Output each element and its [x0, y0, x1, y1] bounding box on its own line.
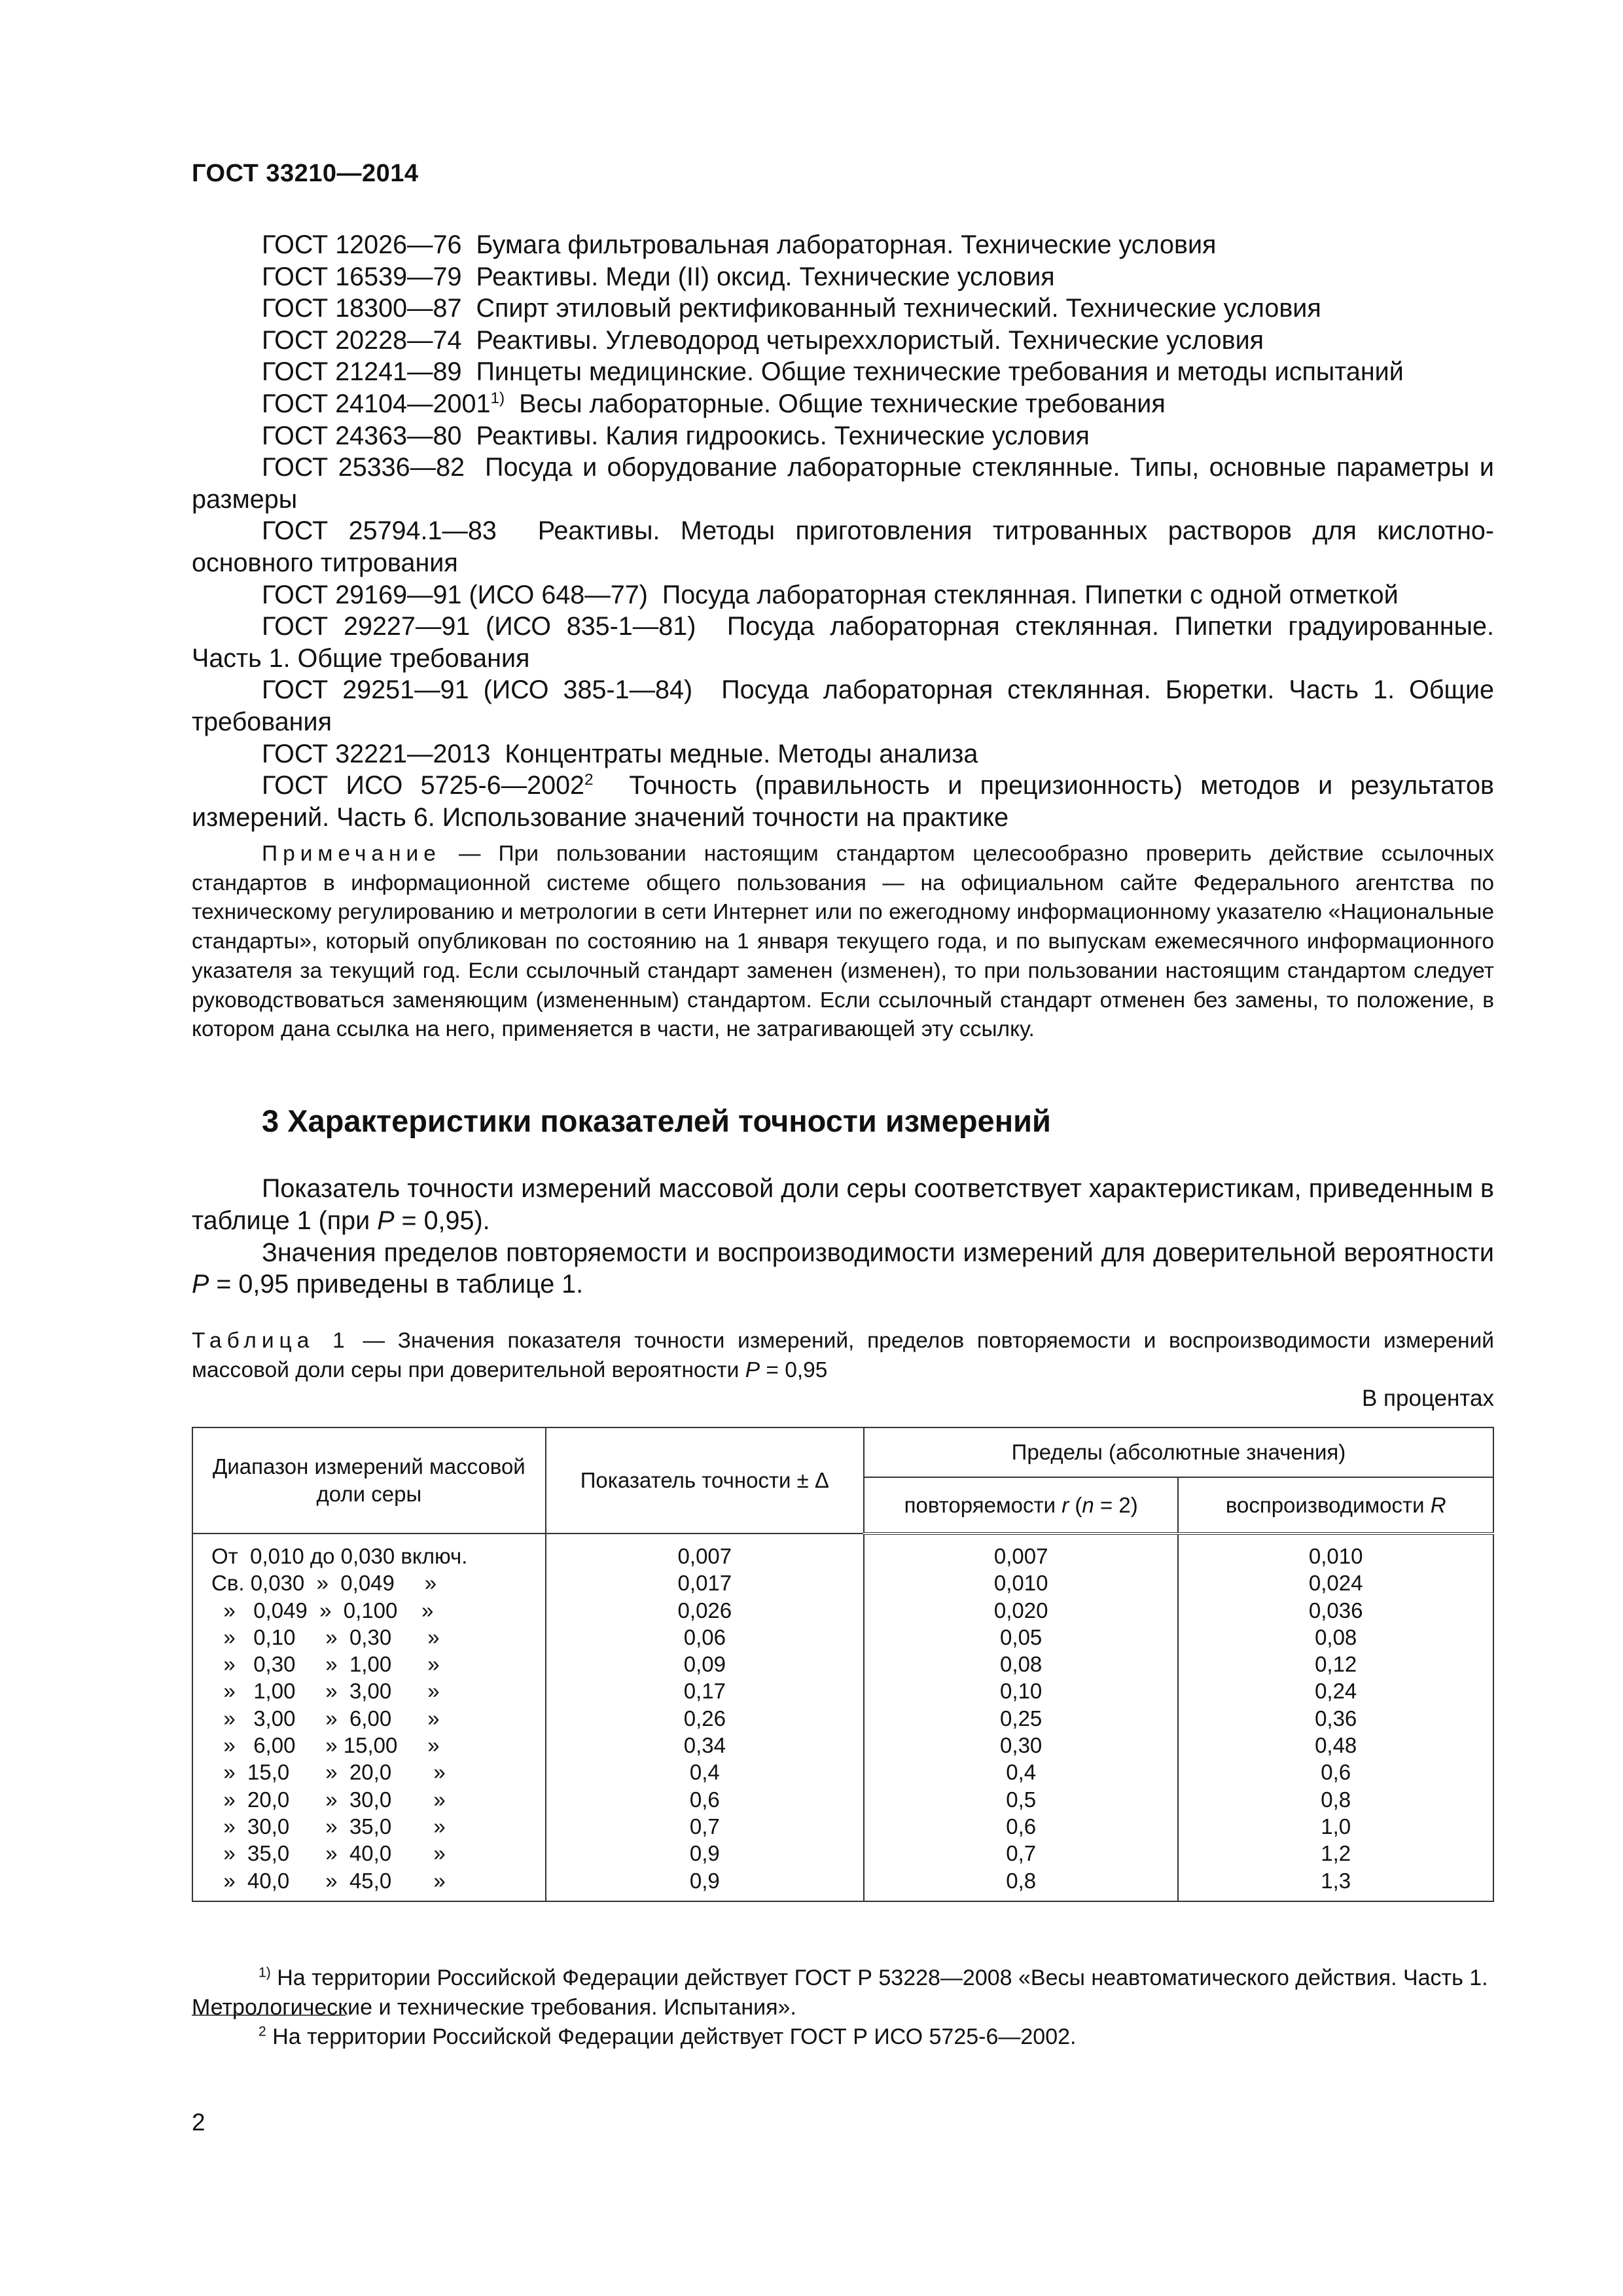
accuracy-cell: 0,007 [546, 1534, 864, 1570]
table-body [192, 1534, 1493, 1901]
reference-item [192, 452, 1494, 515]
accuracy-cell: 0,26 [546, 1705, 864, 1732]
reference-item [192, 388, 1494, 420]
section-body [192, 1173, 1494, 1300]
accuracy-cell: 0,6 [546, 1786, 864, 1813]
reference-title: Спирт этиловый ректификованный технический. Технические условия [476, 294, 1321, 323]
table-row [192, 1570, 1493, 1596]
header-text: повторяемости [904, 1492, 1062, 1517]
reference-item [192, 293, 1494, 325]
table-row [192, 1867, 1493, 1901]
table-units: В процентах [1361, 1386, 1494, 1411]
reference-code: ГОСТ 24104—2001 [262, 389, 491, 418]
header-reproducibility [1178, 1477, 1493, 1534]
reproducibility-cell: 1,0 [1178, 1813, 1493, 1840]
range-cell: » 0,049 » 0,100 » [192, 1597, 546, 1624]
accuracy-cell: 0,06 [546, 1624, 864, 1651]
reference-title: Реактивы. Углеводород четыреххлористый. Технические условия [476, 325, 1264, 355]
reproducibility-cell: 0,12 [1178, 1651, 1493, 1677]
reference-item [192, 515, 1494, 579]
repeatability-cell: 0,5 [864, 1786, 1178, 1813]
reproducibility-cell: 0,08 [1178, 1624, 1493, 1651]
reference-code: ГОСТ 18300—87 [262, 294, 462, 323]
body-paragraph [192, 1173, 1494, 1237]
reference-code: ГОСТ 20228—74 [262, 325, 462, 355]
reference-title: Посуда лабораторная стеклянная. Бюретки. Часть 1. Общие требования [192, 675, 1494, 736]
reference-title: Точность (правильность и прецизионность) методов и результатов измерений. Часть 6. Использование значений точности на практике [192, 771, 1494, 832]
range-cell: » 0,30 » 1,00 » [192, 1651, 546, 1677]
repeatability-cell: 0,08 [864, 1651, 1178, 1677]
table-row [192, 1705, 1493, 1732]
table-caption [192, 1327, 1494, 1385]
range-cell: Св. 0,030 » 0,049 » [192, 1570, 546, 1596]
reference-code: ГОСТ 25336—82 [262, 453, 465, 482]
note-label: Примечание [262, 842, 441, 866]
caption-text: = 0,95 [760, 1357, 828, 1382]
table-row [192, 1759, 1493, 1785]
repeatability-cell: 0,7 [864, 1840, 1178, 1867]
repeatability-cell: 0,020 [864, 1597, 1178, 1624]
accuracy-cell: 0,17 [546, 1677, 864, 1704]
footnote-item [192, 2022, 1494, 2052]
reproducibility-cell: 0,8 [1178, 1786, 1493, 1813]
variable-p: P [377, 1206, 395, 1235]
range-cell: » 20,0 » 30,0 » [192, 1786, 546, 1813]
reference-code: ГОСТ 29169—91 (ИСО 648—77) [262, 580, 648, 609]
reference-item [192, 770, 1494, 833]
reference-item [192, 261, 1494, 293]
accuracy-cell: 0,017 [546, 1570, 864, 1596]
reference-code: ГОСТ 21241—89 [262, 357, 462, 387]
body-paragraph [192, 1237, 1494, 1301]
footnote-item [192, 1964, 1494, 2022]
range-cell: » 30,0 » 35,0 » [192, 1813, 546, 1840]
range-cell: » 6,00 » 15,00 » [192, 1732, 546, 1759]
reference-item [192, 229, 1494, 261]
range-cell: » 3,00 » 6,00 » [192, 1705, 546, 1732]
reference-code: ГОСТ 16539—79 [262, 262, 462, 291]
reference-code: ГОСТ 29251—91 (ИСО 385-1—84) [262, 675, 693, 705]
table-row [192, 1786, 1493, 1813]
accuracy-cell: 0,026 [546, 1597, 864, 1624]
reference-title: Весы лабораторные. Общие технические требования [519, 389, 1166, 418]
header-text: = 2) [1094, 1492, 1138, 1517]
reference-item [192, 579, 1494, 611]
paragraph-text: Показатель точности измерений массовой доли серы соответствует характеристикам, приведенным в таблице 1 (при [192, 1174, 1494, 1235]
table-row [192, 1651, 1493, 1677]
accuracy-cell: 0,7 [546, 1813, 864, 1840]
reproducibility-cell: 0,010 [1178, 1534, 1493, 1570]
table-row [192, 1677, 1493, 1704]
page-number: 2 [192, 2109, 205, 2136]
reference-title: Концентраты медные. Методы анализа [505, 739, 978, 768]
footnote-marker: 1) [490, 389, 505, 407]
reference-code: ГОСТ 25794.1—83 [262, 516, 497, 546]
caption-text: — Значения показателя точности измерений, пределов повторяемости и воспроизводимости измерений массовой доли серы при доверительной вероятности [192, 1329, 1495, 1382]
variable-n: n [1082, 1492, 1094, 1517]
reproducibility-cell: 0,036 [1178, 1597, 1493, 1624]
note-text: — При пользовании настоящим стандартом целесообразно проверить действие ссылочных стандартов в информационной системе общего пользования — на официальном сайте Федерального агентства по техническому регулированию и метрологии в сети Интернет или по ежегодному информационному указателю «Национальные стандарты», который опубликован по состоянию на 1 января текущего года, и по выпускам ежемесячного информационного указателя за текущий год. Если ссылочный стандарт заменен (изменен), то при пользовании настоящим стандартом следует руководствоваться заменяющим (измененным) стандартом. Если ссылочный стандарт отменен без замены, то положение, в котором дана ссылка на него, применяется в части, не затрагивающей эту ссылку. [192, 842, 1494, 1042]
range-cell: » 40,0 » 45,0 » [192, 1867, 546, 1901]
footnote-marker: 1) [259, 1965, 271, 1981]
reference-item [192, 420, 1494, 452]
table-row [192, 1597, 1493, 1624]
repeatability-cell: 0,25 [864, 1705, 1178, 1732]
table-row [192, 1534, 1493, 1570]
accuracy-cell: 0,34 [546, 1732, 864, 1759]
accuracy-cell: 0,9 [546, 1840, 864, 1867]
range-cell: » 15,0 » 20,0 » [192, 1759, 546, 1785]
repeatability-cell: 0,6 [864, 1813, 1178, 1840]
reproducibility-cell: 1,2 [1178, 1840, 1493, 1867]
range-cell: От 0,010 до 0,030 включ. [192, 1534, 546, 1570]
range-cell: » 0,10 » 0,30 » [192, 1624, 546, 1651]
footnote-text: На территории Российской Федерации действует ГОСТ Р 53228—2008 «Весы неавтоматического действия. Часть 1. Метрологические и технические требования. Испытания». [192, 1965, 1488, 2020]
header-text: воспроизводимости [1225, 1492, 1431, 1517]
reference-item [192, 738, 1494, 770]
accuracy-table [192, 1427, 1494, 1902]
header-accuracy: Показатель точности ± Δ [546, 1427, 864, 1534]
reference-title: Посуда лабораторная стеклянная. Пипетки с одной отметкой [662, 580, 1399, 609]
table-row [192, 1624, 1493, 1651]
footnote-marker: 2 [259, 2024, 266, 2039]
table-label: Таблица 1 [192, 1329, 350, 1353]
variable-R: R [1430, 1492, 1446, 1517]
accuracy-cell: 0,4 [546, 1759, 864, 1785]
paragraph-text: = 0,95 приведены в таблице 1. [209, 1270, 584, 1299]
range-cell: » 1,00 » 3,00 » [192, 1677, 546, 1704]
reference-item [192, 674, 1494, 738]
accuracy-cell: 0,9 [546, 1867, 864, 1901]
header-limits-group: Пределы (абсолютные значения) [864, 1427, 1493, 1477]
footnote-text: На территории Российской Федерации действует ГОСТ Р ИСО 5725-6—2002. [272, 2024, 1077, 2049]
reference-title: Посуда и оборудование лабораторные стеклянные. Типы, основные параметры и размеры [192, 453, 1494, 514]
header-range: Диапазон измерений массовой доли серы [192, 1427, 546, 1534]
repeatability-cell: 0,8 [864, 1867, 1178, 1901]
reference-item [192, 356, 1494, 388]
repeatability-cell: 0,30 [864, 1732, 1178, 1759]
reproducibility-cell: 0,6 [1178, 1759, 1493, 1785]
variable-r: r [1061, 1492, 1069, 1517]
header-repeatability [864, 1477, 1178, 1534]
header-text: ( [1069, 1492, 1082, 1517]
reference-code: ГОСТ 29227—91 (ИСО 835-1—81) [262, 612, 696, 641]
reproducibility-cell: 0,36 [1178, 1705, 1493, 1732]
document-header: ГОСТ 33210—2014 [192, 160, 419, 187]
table-row [192, 1732, 1493, 1759]
repeatability-cell: 0,007 [864, 1534, 1178, 1570]
reference-title: Реактивы. Калия гидроокись. Технические условия [476, 421, 1090, 450]
reference-code: ГОСТ ИСО 5725-6—2002 [262, 771, 585, 800]
normative-references-list [192, 229, 1494, 833]
reference-code: ГОСТ 32221—2013 [262, 739, 491, 768]
reference-title: Бумага фильтровальная лабораторная. Технические условия [476, 230, 1217, 259]
table-row [192, 1840, 1493, 1867]
reproducibility-cell: 1,3 [1178, 1867, 1493, 1901]
note-paragraph [192, 840, 1494, 1045]
paragraph-text: = 0,95). [394, 1206, 490, 1235]
reference-title: Реактивы. Меди (II) оксид. Технические условия [476, 262, 1055, 291]
reference-item [192, 325, 1494, 357]
repeatability-cell: 0,4 [864, 1759, 1178, 1785]
reproducibility-cell: 0,24 [1178, 1677, 1493, 1704]
range-cell: » 35,0 » 40,0 » [192, 1840, 546, 1867]
reference-code: ГОСТ 24363—80 [262, 421, 462, 450]
reproducibility-cell: 0,024 [1178, 1570, 1493, 1596]
variable-p: P [192, 1270, 209, 1299]
reference-item [192, 611, 1494, 674]
accuracy-cell: 0,09 [546, 1651, 864, 1677]
reproducibility-cell: 0,48 [1178, 1732, 1493, 1759]
table-row [192, 1813, 1493, 1840]
footnotes [192, 1964, 1494, 2052]
reference-title: Реактивы. Методы приготовления титрованных растворов для кислотно-основного титрования [192, 516, 1495, 577]
paragraph-text: Значения пределов повторяемости и воспроизводимости измерений для доверительной вероятности [262, 1238, 1494, 1267]
reference-title: Пинцеты медицинские. Общие технические требования и методы испытаний [476, 357, 1404, 387]
reference-code: ГОСТ 12026—76 [262, 230, 462, 259]
reference-title: Посуда лабораторная стеклянная. Пипетки градуированные. Часть 1. Общие требования [192, 612, 1495, 673]
repeatability-cell: 0,10 [864, 1677, 1178, 1704]
section-heading: 3 Характеристики показателей точности измерений [262, 1103, 1051, 1138]
repeatability-cell: 0,010 [864, 1570, 1178, 1596]
variable-p: P [745, 1357, 760, 1382]
footnote-marker: 2 [584, 770, 594, 789]
repeatability-cell: 0,05 [864, 1624, 1178, 1651]
